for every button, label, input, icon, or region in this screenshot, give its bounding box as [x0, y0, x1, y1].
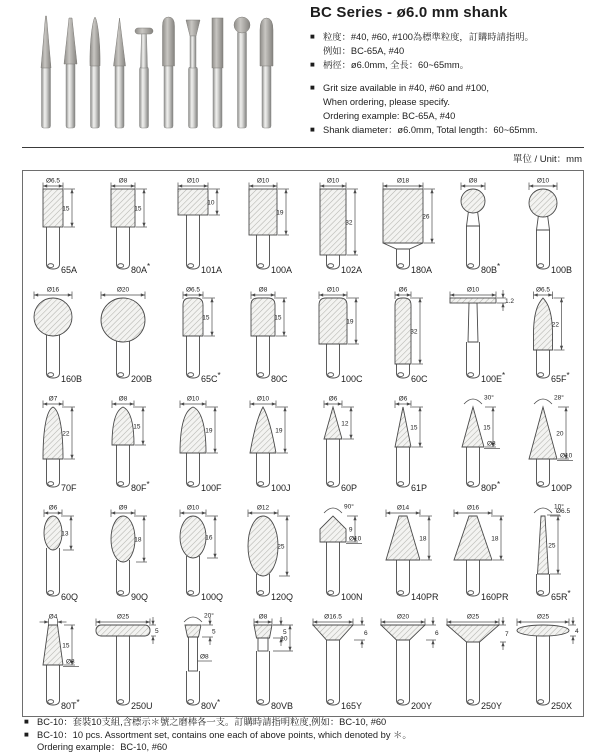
burr-item-100P — [513, 389, 583, 498]
item-label: 100E* — [481, 371, 506, 384]
svg-text:Ø10: Ø10 — [186, 504, 200, 512]
item-label: 250Y — [481, 701, 503, 711]
burr-drawing-250X — [513, 609, 583, 715]
svg-text:5: 5 — [155, 627, 159, 635]
item-label: 100A — [271, 265, 293, 275]
burr-drawing-80V — [163, 609, 233, 715]
svg-text:Ø6: Ø6 — [398, 286, 408, 294]
spec-text: BC-10：套裝10支組,含標示＊號之磨棒各一支。訂購時請指明粒度,例如：BC-10, #60 — [37, 717, 387, 727]
item-label: 180A — [411, 265, 433, 275]
svg-text:1.2: 1.2 — [505, 297, 515, 305]
burr-drawing-165Y — [303, 609, 373, 715]
spec-text: When ordering, please specify. — [323, 97, 450, 107]
burr-drawing-101A — [163, 173, 233, 279]
indent-spacer — [310, 44, 323, 58]
burr-item-80A — [93, 171, 163, 280]
burr-item-60C — [373, 280, 443, 389]
spec-text: 粒度：#40, #60, #100為標準粒度，訂購時請指明。 — [323, 32, 534, 42]
burr-item-100F — [163, 389, 233, 498]
bullet-square-icon: ■ — [310, 83, 315, 92]
burr-item-250U — [93, 607, 163, 716]
svg-text:10: 10 — [280, 635, 288, 643]
item-label: 60Q — [61, 592, 79, 602]
svg-text:Ø6.5: Ø6.5 — [556, 508, 571, 515]
svg-text:Ø8: Ø8 — [258, 613, 268, 621]
svg-text:Ø10: Ø10 — [186, 395, 200, 403]
svg-text:15: 15 — [202, 314, 210, 322]
spec-list — [310, 30, 606, 137]
item-label: 200Y — [411, 701, 433, 711]
svg-text:28°: 28° — [554, 394, 564, 402]
burr-item-80V — [163, 607, 233, 716]
spec-text: Grit size available in #40, #60 and #100, — [323, 83, 489, 93]
svg-text:Ø25: Ø25 — [466, 613, 480, 621]
item-label: 65C* — [201, 371, 221, 384]
burr-item-100B — [513, 171, 583, 280]
svg-text:Ø10: Ø10 — [349, 535, 362, 543]
burr-drawing-60C — [373, 282, 443, 388]
burr-drawing-65A — [23, 173, 93, 279]
svg-text:20: 20 — [556, 430, 564, 438]
burr-drawing-80C — [233, 282, 303, 388]
svg-text:Ø6: Ø6 — [328, 395, 338, 403]
svg-text:Ø9: Ø9 — [118, 504, 128, 512]
burr-drawing-65C — [163, 282, 233, 388]
burr-drawing-80A — [93, 173, 163, 279]
svg-text:Ø6: Ø6 — [398, 395, 408, 403]
svg-text:Ø10: Ø10 — [186, 177, 200, 185]
burr-drawing-100A — [233, 173, 303, 279]
footer-notes — [24, 716, 584, 754]
burr-drawing-140PR — [373, 500, 443, 606]
burr-item-200Y — [373, 607, 443, 716]
svg-text:13: 13 — [61, 530, 69, 538]
svg-text:22: 22 — [62, 430, 70, 438]
svg-text:Ø8: Ø8 — [200, 653, 209, 661]
item-label: 80A* — [131, 262, 151, 275]
burr-item-102A — [303, 171, 373, 280]
svg-text:4: 4 — [575, 627, 579, 635]
spec-text: BC-10：10 pcs. Assortment set, contains one each of above points, which denoted by ＊。 — [37, 729, 412, 740]
bullet-square-icon: ■ — [24, 717, 29, 726]
burr-drawing-102A — [303, 173, 373, 279]
item-label: 100F — [201, 483, 222, 493]
burr-item-100E — [443, 280, 513, 389]
burr-item-80VB — [233, 607, 303, 716]
item-label: 65R* — [551, 589, 571, 602]
bullet-square-icon: ■ — [310, 32, 315, 41]
svg-text:Ø25: Ø25 — [116, 613, 130, 621]
burr-drawing-100Q — [163, 500, 233, 606]
burr-drawing-65F — [513, 282, 583, 388]
svg-text:Ø10: Ø10 — [256, 395, 270, 403]
burr-drawing-100B — [513, 173, 583, 279]
burr-drawing-100F — [163, 391, 233, 497]
svg-text:Ø10: Ø10 — [536, 177, 550, 185]
burr-item-80C — [233, 280, 303, 389]
svg-text:25: 25 — [548, 542, 556, 550]
svg-text:19: 19 — [205, 427, 213, 435]
spec-line — [310, 95, 606, 109]
svg-text:Ø16: Ø16 — [466, 504, 480, 512]
svg-text:15: 15 — [62, 642, 70, 650]
burr-item-100N — [303, 498, 373, 607]
burr-item-165Y — [303, 607, 373, 716]
item-label: 80VB — [271, 701, 294, 711]
burr-drawing-61P — [373, 391, 443, 497]
burr-item-100A — [233, 171, 303, 280]
burr-item-200B — [93, 280, 163, 389]
burr-drawing-250U — [93, 609, 163, 715]
svg-text:18: 18 — [134, 536, 142, 544]
indent-spacer — [310, 95, 323, 109]
indent-spacer — [24, 741, 37, 754]
item-label: 60P — [341, 483, 358, 493]
item-label: 100B — [551, 265, 573, 275]
svg-text:15: 15 — [133, 423, 141, 431]
burr-item-60Q — [23, 498, 93, 607]
spec-text: Shank diameter：ø6.0mm, Total length：60~65mm. — [323, 125, 538, 135]
spec-line — [310, 58, 606, 72]
svg-text:30°: 30° — [484, 394, 494, 402]
burr-drawing-200Y — [373, 609, 443, 715]
burr-drawing-80VB — [233, 609, 303, 715]
burr-drawing-100P — [513, 391, 583, 497]
header — [310, 4, 606, 137]
svg-text:19: 19 — [276, 209, 284, 217]
svg-text:7: 7 — [505, 630, 509, 638]
svg-text:20°: 20° — [204, 612, 214, 620]
spec-line — [310, 30, 606, 44]
catalog-grid — [22, 170, 584, 717]
item-label: 101A — [201, 265, 223, 275]
item-label: 80F* — [131, 480, 150, 493]
item-label: 100Q — [201, 592, 224, 602]
item-label: 100N — [341, 592, 363, 602]
burr-drawing-80F — [93, 391, 163, 497]
svg-text:Ø6.5: Ø6.5 — [45, 177, 61, 185]
svg-text:15: 15 — [134, 205, 142, 213]
divider — [22, 147, 584, 148]
svg-text:Ø10: Ø10 — [256, 177, 270, 185]
burr-item-100C — [303, 280, 373, 389]
burr-drawing-100J — [233, 391, 303, 497]
svg-text:Ø20: Ø20 — [396, 613, 410, 621]
spec-text: 柄徑：ø6.0mm, 全長：60~65mm。 — [323, 60, 469, 70]
burr-item-160PR — [443, 498, 513, 607]
burr-item-65A — [23, 171, 93, 280]
item-label: 61P — [411, 483, 428, 493]
svg-text:18: 18 — [491, 535, 499, 543]
spec-line — [24, 729, 584, 742]
item-label: 100J — [271, 483, 291, 493]
svg-text:15: 15 — [410, 424, 418, 432]
item-label: 100C — [341, 374, 363, 384]
burr-item-100J — [233, 389, 303, 498]
item-label: 102A — [341, 265, 363, 275]
item-label: 100P — [551, 483, 573, 493]
burr-drawing-200B — [93, 282, 163, 388]
svg-text:Ø10: Ø10 — [560, 452, 573, 460]
bullet-square-icon: ■ — [24, 729, 29, 739]
spec-line — [310, 123, 606, 137]
svg-text:6: 6 — [435, 629, 439, 637]
svg-text:22: 22 — [551, 321, 559, 329]
spec-line — [24, 741, 584, 754]
svg-text:Ø8: Ø8 — [118, 177, 128, 185]
svg-text:Ø16: Ø16 — [46, 286, 60, 294]
burr-item-70F — [23, 389, 93, 498]
burr-item-90Q — [93, 498, 163, 607]
bullet-square-icon: ■ — [310, 125, 315, 134]
burr-item-65C — [163, 280, 233, 389]
svg-text:Ø20: Ø20 — [116, 286, 130, 294]
svg-text:Ø7: Ø7 — [48, 395, 58, 403]
item-label: 60C — [411, 374, 428, 384]
spec-line — [24, 716, 584, 729]
svg-text:6: 6 — [364, 629, 368, 637]
burr-item-180A — [373, 171, 443, 280]
burr-drawing-80T — [23, 609, 93, 715]
item-label: 70F — [61, 483, 77, 493]
svg-text:Ø18: Ø18 — [396, 177, 410, 185]
item-label: 80B* — [481, 262, 501, 275]
item-label: 200B — [131, 374, 153, 384]
svg-text:5: 5 — [212, 628, 216, 636]
burr-drawing-100N — [303, 500, 373, 606]
svg-text:Ø6.5: Ø6.5 — [535, 286, 551, 294]
svg-text:Ø6: Ø6 — [48, 504, 58, 512]
svg-text:10: 10 — [207, 199, 215, 207]
svg-text:Ø10: Ø10 — [326, 286, 340, 294]
svg-text:Ø8: Ø8 — [487, 440, 496, 448]
svg-text:19: 19 — [346, 318, 354, 326]
burr-drawing-160PR — [443, 500, 513, 606]
burr-set-photo-image — [26, 4, 288, 144]
burr-item-65R — [513, 498, 583, 607]
svg-text:12: 12 — [341, 420, 349, 428]
burr-item-80P — [443, 389, 513, 498]
item-label: 80T* — [61, 698, 80, 711]
burr-drawing-60Q — [23, 500, 93, 606]
item-label: 250X — [551, 701, 573, 711]
burr-item-160B — [23, 280, 93, 389]
item-label: 160PR — [481, 592, 509, 602]
burr-item-61P — [373, 389, 443, 498]
svg-text:Ø8: Ø8 — [118, 395, 128, 403]
item-label: 250U — [131, 701, 153, 711]
svg-text:16: 16 — [205, 534, 213, 542]
svg-text:Ø14: Ø14 — [396, 504, 410, 512]
svg-text:Ø8: Ø8 — [66, 658, 75, 666]
indent-spacer — [310, 109, 323, 123]
svg-text:Ø16.5: Ø16.5 — [324, 613, 342, 621]
page-title: BC Series - ø6.0 mm shank — [310, 4, 508, 21]
svg-text:Ø25: Ø25 — [536, 613, 550, 621]
item-label: 120Q — [271, 592, 294, 602]
svg-text:Ø10: Ø10 — [326, 177, 340, 185]
item-label: 140PR — [411, 592, 439, 602]
spec-text: Ordering example: BC-65A, #40 — [323, 111, 456, 121]
item-label: 65A — [61, 265, 78, 275]
burr-item-140PR — [373, 498, 443, 607]
spec-line — [310, 81, 606, 95]
svg-text:18: 18 — [419, 535, 427, 543]
svg-text:10°: 10° — [554, 503, 564, 511]
burr-item-101A — [163, 171, 233, 280]
product-photo — [26, 4, 288, 144]
burr-drawing-60P — [303, 391, 373, 497]
svg-text:19: 19 — [275, 427, 283, 435]
svg-text:Ø10: Ø10 — [466, 286, 480, 294]
svg-text:26: 26 — [422, 213, 430, 221]
item-label: 80C — [271, 374, 288, 384]
svg-text:Ø6.5: Ø6.5 — [185, 286, 201, 294]
svg-text:Ø8: Ø8 — [258, 286, 268, 294]
spec-line — [310, 109, 606, 123]
burr-item-80T — [23, 607, 93, 716]
svg-text:15: 15 — [274, 314, 282, 322]
unit-label: 單位 / Unit：mm — [512, 154, 582, 165]
burr-drawing-250Y — [443, 609, 513, 715]
svg-text:32: 32 — [345, 219, 353, 227]
svg-text:Ø4: Ø4 — [48, 613, 58, 621]
burr-drawing-160B — [23, 282, 93, 388]
burr-item-250Y — [443, 607, 513, 716]
burr-item-80B — [443, 171, 513, 280]
item-label: 80V* — [201, 698, 221, 711]
burr-item-120Q — [233, 498, 303, 607]
svg-text:90°: 90° — [344, 503, 354, 511]
burr-item-100Q — [163, 498, 233, 607]
spec-line — [310, 44, 606, 58]
item-label: 165Y — [341, 701, 363, 711]
burr-item-250X — [513, 607, 583, 716]
burr-drawing-100E — [443, 282, 513, 388]
burr-drawing-90Q — [93, 500, 163, 606]
svg-text:Ø12: Ø12 — [256, 504, 270, 512]
item-label: 80P* — [481, 480, 501, 493]
svg-text:5: 5 — [283, 628, 287, 636]
spec-text: Ordering example：BC-10, #60 — [37, 742, 168, 752]
bullet-square-icon: ■ — [310, 60, 315, 69]
item-label: 90Q — [131, 592, 149, 602]
svg-text:9: 9 — [348, 526, 353, 534]
svg-text:25: 25 — [277, 543, 285, 551]
burr-item-60P — [303, 389, 373, 498]
item-label: 160B — [61, 374, 83, 384]
burr-item-80F — [93, 389, 163, 498]
burr-drawing-100C — [303, 282, 373, 388]
svg-text:32: 32 — [410, 328, 418, 336]
svg-text:Ø8: Ø8 — [468, 177, 478, 185]
svg-text:15: 15 — [62, 205, 70, 213]
spec-text: 例如：BC-65A, #40 — [323, 46, 405, 56]
burr-drawing-120Q — [233, 500, 303, 606]
burr-drawing-180A — [373, 173, 443, 279]
item-label: 65F* — [551, 371, 570, 384]
burr-drawing-80P — [443, 391, 513, 497]
burr-item-65F — [513, 280, 583, 389]
burr-drawing-65R — [513, 500, 583, 606]
burr-drawing-70F — [23, 391, 93, 497]
svg-text:15: 15 — [483, 424, 491, 432]
burr-drawing-80B — [443, 173, 513, 279]
